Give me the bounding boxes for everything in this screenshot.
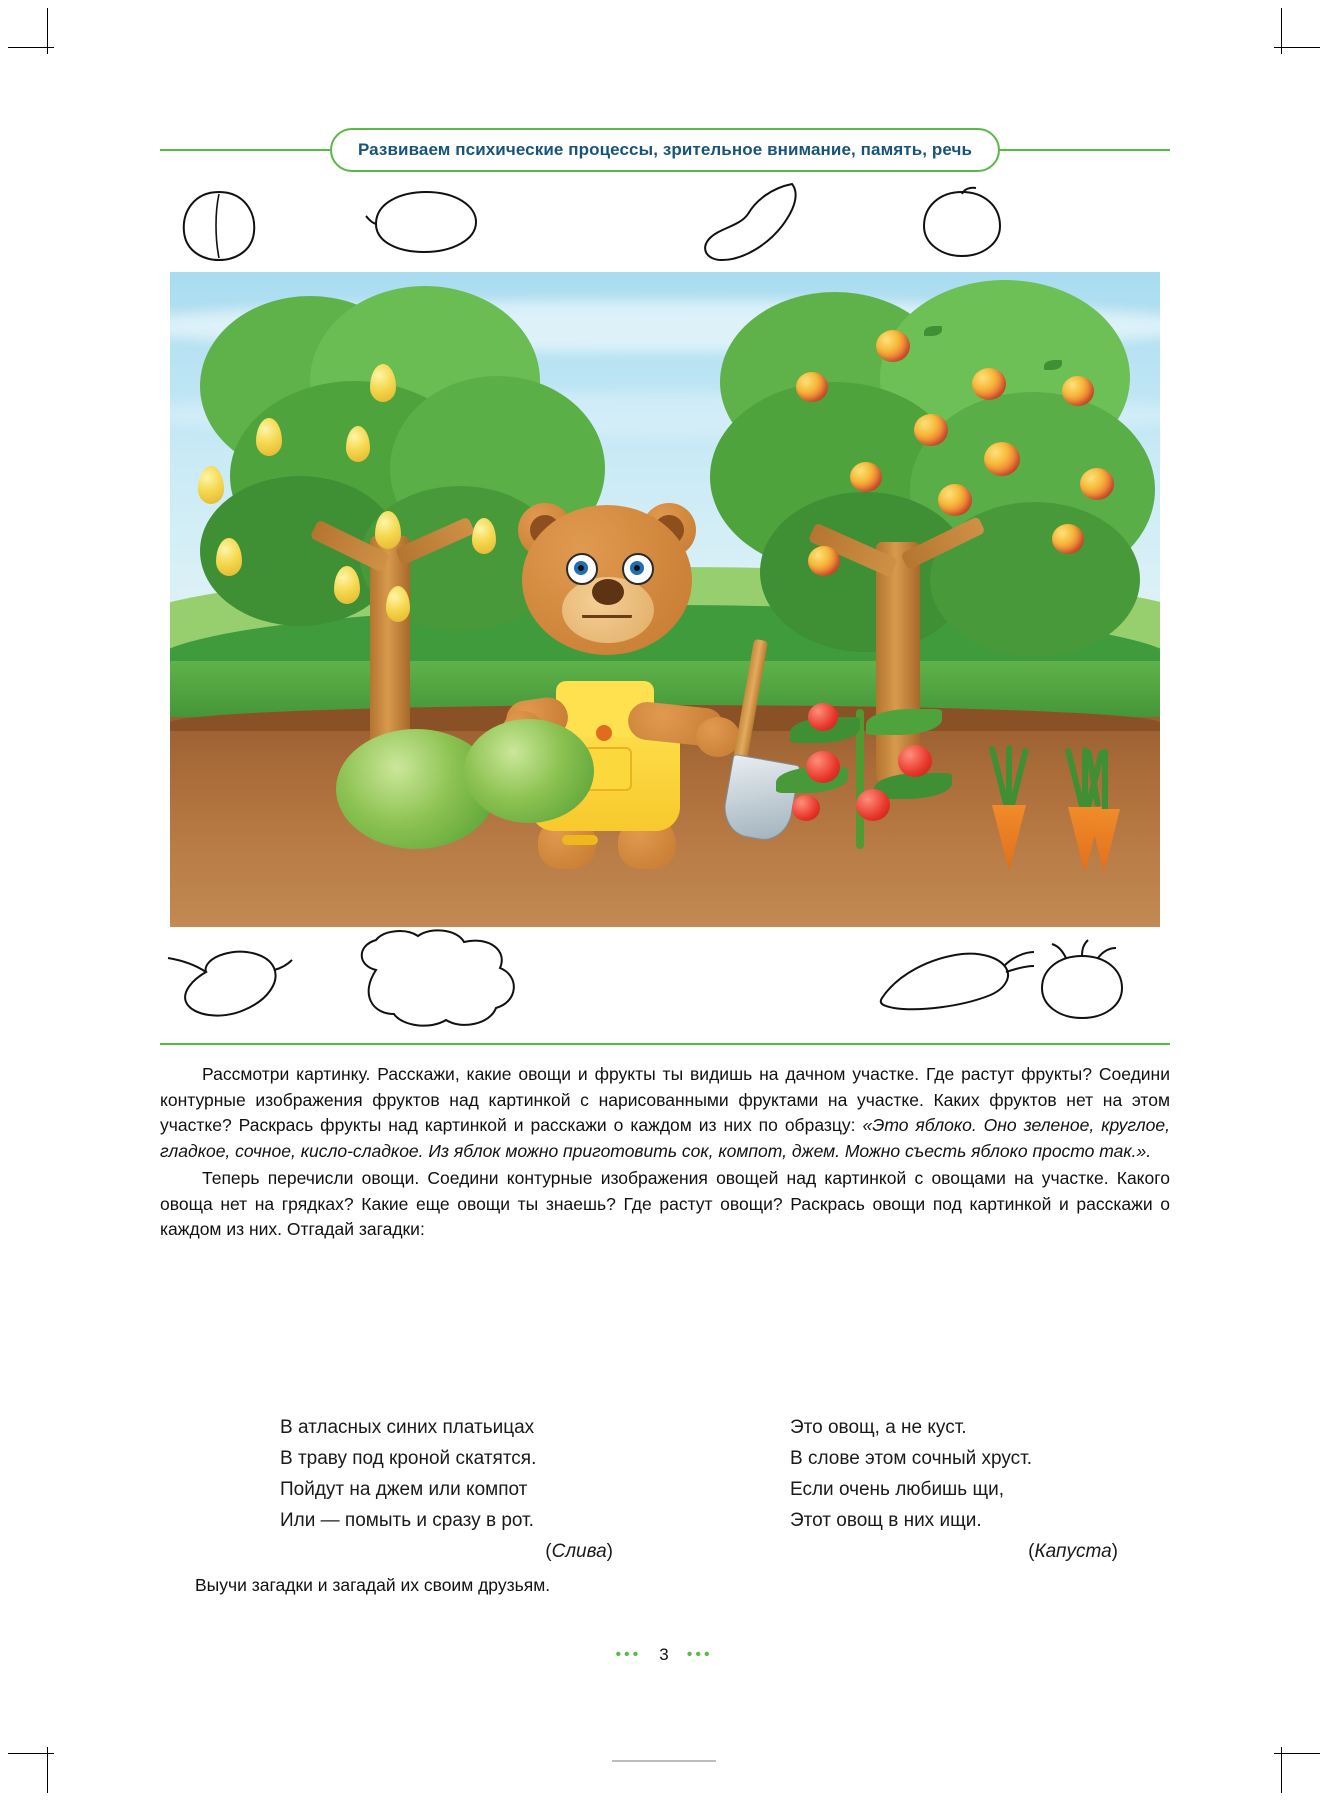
riddles-block xyxy=(160,1412,1170,1567)
closing-instruction: Выучи загадки и загадай их своим друзьям. xyxy=(195,1575,551,1595)
riddle-column-left xyxy=(160,1412,665,1567)
crop-mark-top-left-h xyxy=(8,47,54,48)
header-rule-right xyxy=(1000,149,1170,151)
riddle-line: В атласных синих платьицах xyxy=(280,1417,535,1438)
crop-mark-top-right-h xyxy=(1274,47,1320,48)
riddle-line: Этот овощ в них ищи. xyxy=(790,1510,982,1531)
riddle-answer-text: Слива xyxy=(551,1541,607,1562)
illustration-area xyxy=(160,178,1170,1038)
riddle-line: Это овощ, а не куст. xyxy=(790,1417,967,1438)
crop-mark-bottom-right-h xyxy=(1274,1753,1320,1754)
lemon-outline[interactable] xyxy=(364,184,484,258)
riddle-line: В траву под кроной скатятся. xyxy=(280,1448,537,1469)
riddle-column-right xyxy=(665,1412,1170,1567)
header-rule-left xyxy=(160,149,330,151)
page-footer xyxy=(0,1645,1328,1665)
header-pill xyxy=(330,128,1000,172)
outline-fruits-row xyxy=(160,178,1170,270)
page-number: 3 xyxy=(659,1645,669,1664)
apple-fruit xyxy=(876,330,910,362)
footer-dots-left: ••• xyxy=(615,1646,642,1663)
riddle-answer-text: Капуста xyxy=(1034,1541,1112,1562)
apple-fruit xyxy=(984,442,1020,476)
pear-fruit xyxy=(472,518,496,554)
paragraph-1-text: Рассмотри картинку. Расскажи, какие овощи и фрукты ты видишь на дачном участке. Где растут фрукты? Соедини контурные изображения фруктов над картинкой с нарисованными фруктами на участке. Каких фруктов нет на этом участке? Раскрась фрукты над картинкой и расскажи о каждом из них по образцу: xyxy=(160,1064,1170,1135)
pear-outline[interactable] xyxy=(692,178,810,264)
outline-vegetables-row xyxy=(160,928,1170,1038)
paragraph-1-quote: «Это яблоко. Оно зеленое, круглое, гладкое, сочное, кисло-сладкое. Из яблок можно приготовить сок, компот, джем. Можно съесть яблоко просто так.». xyxy=(160,1115,1171,1161)
pear-fruit xyxy=(386,586,410,622)
apple-outline[interactable] xyxy=(916,186,1008,260)
apple-fruit xyxy=(972,368,1006,400)
riddle-answer: (Капуста) xyxy=(1028,1541,1118,1562)
plum-outline[interactable] xyxy=(174,186,264,264)
paragraph-2: Теперь перечисли овощи. Соедини контурные изображения овощей над картинкой с овощами на участке. Какого овоща нет на грядках? Какие еще овощи ты знаешь? Где растут овощи? Раскрась овощи под картинкой и расскажи о каждом из них. Отгадай загадки: xyxy=(160,1168,1170,1239)
riddle-answer: (Слива) xyxy=(545,1541,613,1562)
apple-fruit xyxy=(1052,524,1084,554)
header-title: Развиваем психические процессы, зрительное внимание, память, речь xyxy=(357,140,973,159)
scene-picture xyxy=(170,272,1160,927)
apple-fruit xyxy=(1062,376,1094,406)
carrot-plant xyxy=(1076,749,1124,879)
carrot-outline[interactable] xyxy=(876,946,1036,1016)
carrot-plant xyxy=(982,745,1030,875)
tomato-bush xyxy=(770,689,970,849)
apple-fruit xyxy=(796,372,828,402)
cabbage-outline[interactable] xyxy=(350,928,530,1032)
riddle-line: В слове этом сочный хруст. xyxy=(790,1448,1033,1469)
apple-fruit xyxy=(1080,468,1114,500)
footer-rule xyxy=(612,1760,716,1762)
riddle-line: Пойдут на джем или компот xyxy=(280,1479,528,1500)
tomato-outline[interactable] xyxy=(1032,938,1132,1024)
beet-outline[interactable] xyxy=(164,940,294,1020)
apple-fruit xyxy=(914,414,948,446)
pear-fruit xyxy=(198,466,224,504)
footer-dots-right: ••• xyxy=(686,1646,713,1663)
header-banner xyxy=(160,128,1170,172)
paragraph-1 xyxy=(160,1062,1170,1164)
apple-fruit xyxy=(938,484,972,516)
cabbage-plant xyxy=(464,719,594,823)
instructions-text xyxy=(160,1062,1170,1243)
apple-fruit xyxy=(850,462,882,492)
pear-fruit xyxy=(346,426,370,462)
crop-mark-bottom-left-h xyxy=(8,1753,54,1754)
riddle-line: Или — помыть и сразу в рот. xyxy=(280,1510,534,1531)
section-divider xyxy=(160,1043,1170,1045)
riddle-line: Если очень любишь щи, xyxy=(790,1479,1005,1500)
apple-fruit xyxy=(808,546,840,576)
